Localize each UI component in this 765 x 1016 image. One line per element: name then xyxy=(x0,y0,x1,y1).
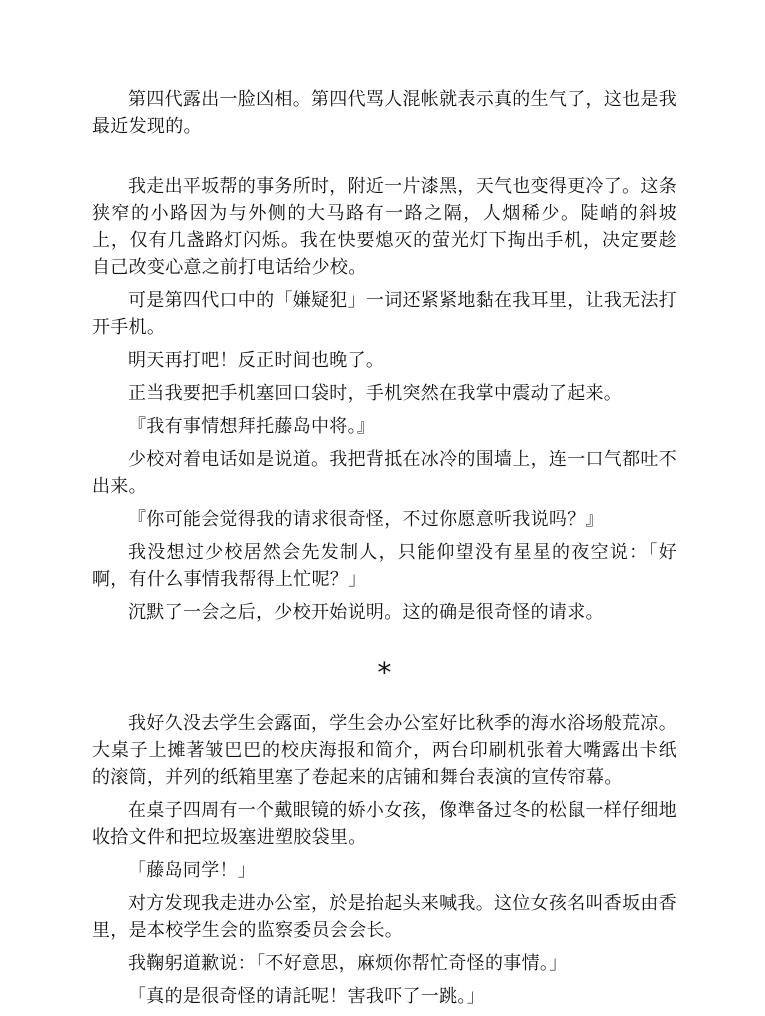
paragraph: 在桌子四周有一个戴眼镜的娇小女孩，像準备过冬的松鼠一样仔细地收拾文件和把垃圾塞进塑胶袋里。 xyxy=(92,800,677,848)
page-text xyxy=(92,86,677,1016)
paragraph: 正当我要把手机塞回口袋时，手机突然在我掌中震动了起来。 xyxy=(128,383,623,404)
paragraph: 我没想过少校居然会先发制人，只能仰望没有星星的夜空说：「好啊，有什么事情我帮得上忙呢？」 xyxy=(92,542,677,590)
paragraph: 明天再打吧！反正时间也晚了。 xyxy=(128,350,385,371)
dialogue-line: 「真的是很奇怪的请託呢！害我吓了一跳。」 xyxy=(128,986,485,1007)
dialogue-line: 『你可能会觉得我的请求很奇怪，不过你愿意听我说吗？』 xyxy=(128,509,604,530)
paragraph: 对方发现我走进办公室，於是抬起头来喊我。这位女孩名叫香坂由香里，是本校学生会的监察委员会会长。 xyxy=(92,893,677,941)
paragraph: 可是第四代口中的「嫌疑犯」一词还紧紧地黏在我耳里，让我无法打开手机。 xyxy=(92,290,677,338)
dialogue-line: 『我有事情想拜托藤岛中将。』 xyxy=(128,416,376,437)
section-separator: * xyxy=(377,656,392,689)
paragraph: 沉默了一会之后，少校开始说明。这的确是很奇怪的请求。 xyxy=(128,602,604,623)
paragraph: 少校对着电话如是说道。我把背抵在冰冷的围墙上，连一口气都吐不出来。 xyxy=(92,449,677,497)
paragraph: 我走出平坂帮的事务所时，附近一片漆黑，天气也变得更冷了。这条狭窄的小路因为与外侧的大马路有一路之隔，人烟稀少。陡峭的斜坡上，仅有几盏路灯闪烁。我在快要熄灭的萤光灯下掏出手机，决定要趁自己改变心意之前打电话给少校。 xyxy=(92,176,677,278)
paragraph: 我好久没去学生会露面，学生会办公室好比秋季的海水浴场般荒凉。大桌子上摊著皱巴巴的校庆海报和简介，两台印刷机张着大嘴露出卡纸的滚筒，并列的纸箱里塞了卷起来的店铺和舞台表演的宣传帘幕。 xyxy=(92,713,677,788)
paragraph: 第四代露出一脸凶相。第四代骂人混帐就表示真的生气了，这也是我最近发现的。 xyxy=(92,89,677,137)
paragraph: 我鞠躬道歉说：「不好意思，麻烦你帮忙奇怪的事情。」 xyxy=(128,953,568,974)
dialogue-line: 「藤岛同学！」 xyxy=(128,860,257,881)
